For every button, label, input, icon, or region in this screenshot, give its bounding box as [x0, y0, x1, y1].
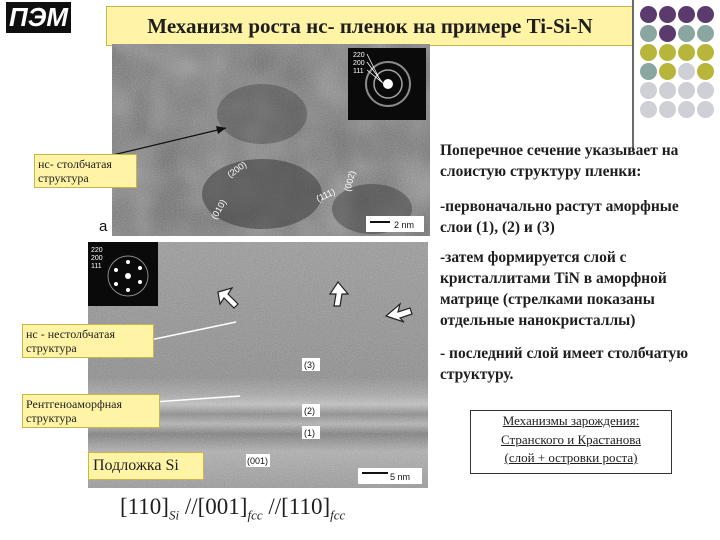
scale-bar-label: 2 nm: [394, 220, 415, 230]
text-cross-section: Поперечное сечение указывает на слоистую структуру пленки:: [440, 142, 679, 180]
diffraction-label: 111: [353, 68, 364, 75]
diffraction-label: 220: [353, 52, 365, 59]
slide-title: Механизм роста нс- пленок на примере Ti-Si-N: [106, 6, 634, 46]
lattice-label: (111): [314, 186, 337, 204]
label-columnar: нс- столбчатая структура: [34, 154, 137, 188]
pointer-line: [150, 322, 236, 340]
layer-label-2: (2): [304, 406, 315, 416]
mechanism-box: [470, 410, 672, 474]
pointer-line: [154, 396, 240, 402]
text-tin-layer: -затем формируется слой с кристаллитами TiN в аморфной матрице (стрелками показаны отдельные нанокристаллы): [440, 249, 667, 329]
diffraction-label: 200: [353, 60, 365, 67]
diffraction-label: 220: [91, 247, 103, 254]
lattice-label: (002): [342, 169, 358, 193]
diffraction-label: 200: [91, 255, 103, 262]
scale-bar-label: 5 nm: [390, 472, 411, 482]
lattice-label: (200): [225, 159, 249, 180]
text-last-layer: - последний слой имеет столбчатую структуру.: [440, 345, 689, 383]
layer-label-3: (3): [304, 360, 315, 370]
formula-subscript: Si: [168, 507, 180, 523]
text-initial-layers: -первоначально растут аморфные слои (1), (2) и (3): [440, 198, 679, 236]
layer-label-1: (1): [304, 428, 315, 438]
mechanism-line: Странского и Крастанова: [501, 432, 641, 447]
formula-part: //[001]: [179, 494, 248, 519]
mechanism-line: (слой + островки роста): [504, 450, 638, 465]
orientation-formula: [120, 494, 345, 524]
lattice-label: (010): [209, 197, 229, 221]
substrate-orientation-label: (001): [247, 456, 269, 466]
mechanism-line: Механизмы зарождения:: [502, 413, 640, 428]
panel-label: a: [96, 218, 110, 235]
formula-subscript: fcc: [247, 507, 263, 523]
formula-part: //[110]: [262, 494, 331, 519]
formula-subscript: fcc: [330, 507, 346, 523]
formula-part: [110]: [120, 494, 169, 519]
slide-tag: ПЭМ: [6, 2, 71, 33]
label-non-columnar: нс - нестолбчатая структура: [22, 324, 154, 358]
label-substrate: Подложка Si: [88, 452, 204, 480]
label-xray-amorphous: Рентгеноаморфная структура: [22, 394, 160, 428]
diffraction-label: 111: [91, 263, 102, 270]
